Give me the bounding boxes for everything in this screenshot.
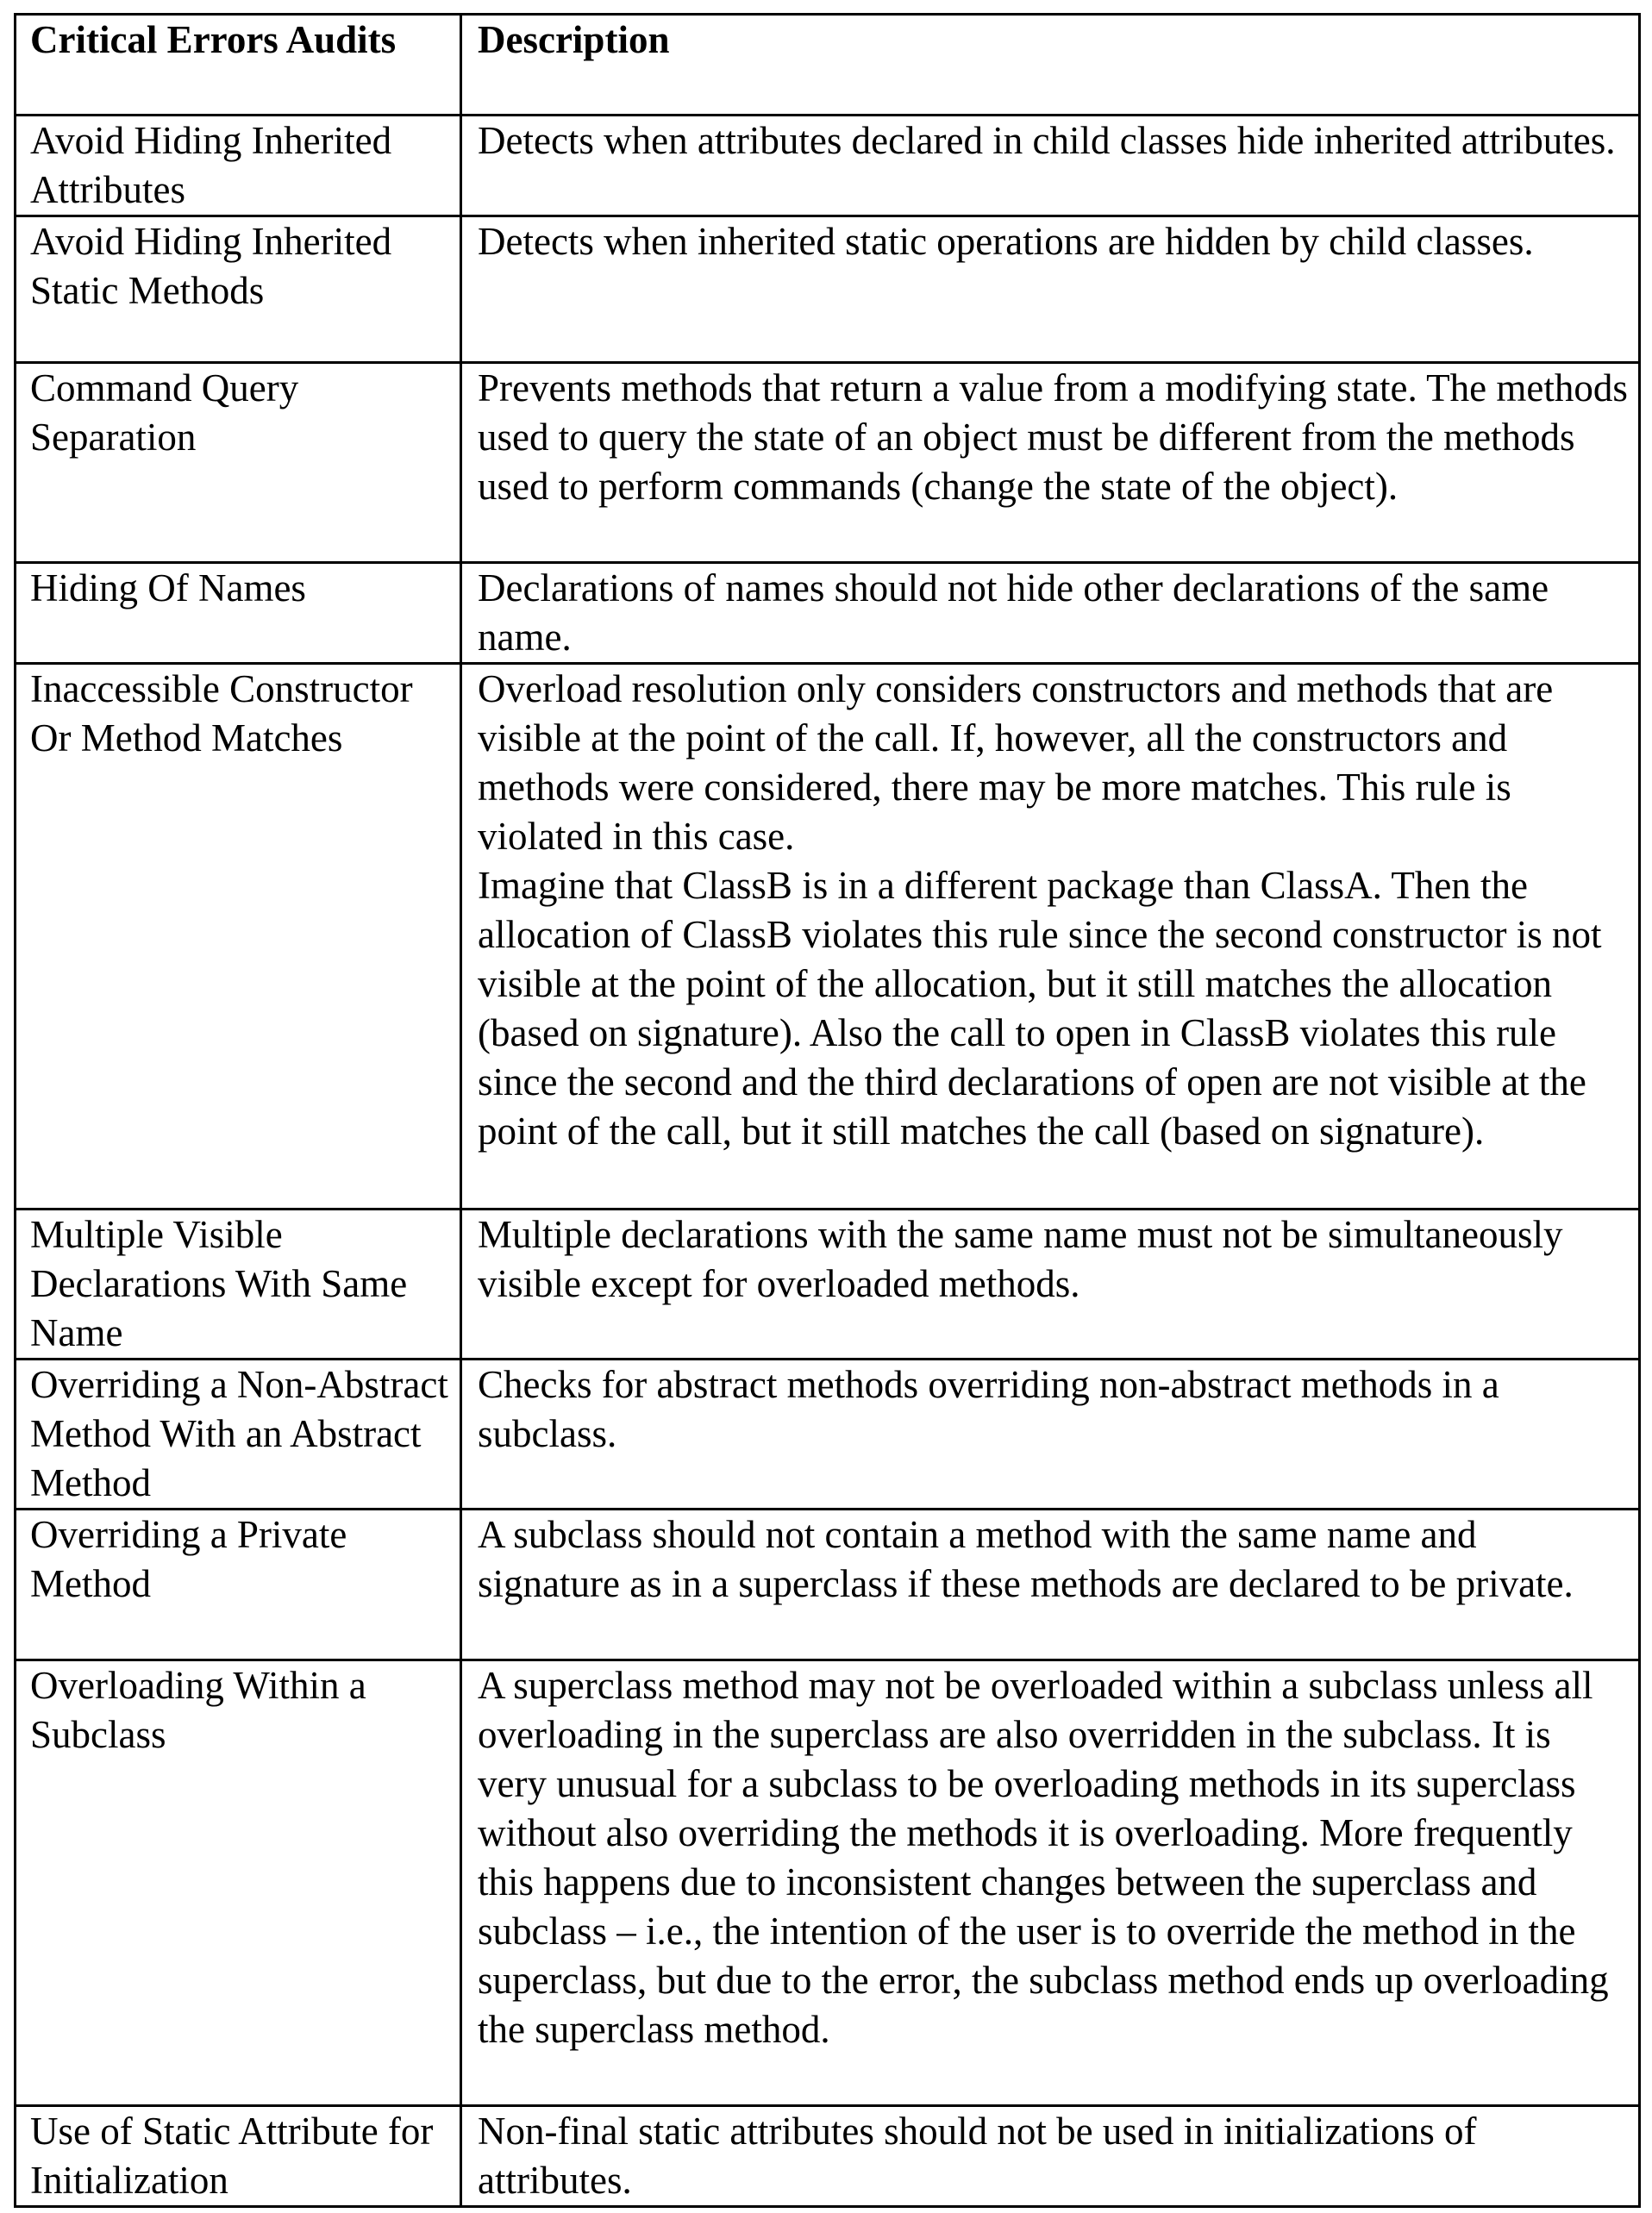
audit-name-cell: Use of Static Attribute for Initialization (16, 2106, 461, 2207)
description-cell (461, 1510, 1640, 1660)
table-row (16, 363, 1640, 563)
description-cell (461, 116, 1640, 216)
table-row (16, 1660, 1640, 2106)
table-row (16, 664, 1640, 1210)
table-row (16, 1360, 1640, 1510)
description-paragraph: Overload resolution only considers constructors and methods that are visible at the point of the call. If, however, all the constructors and methods were considered, there may be more matches. This rule is violated in this case. (478, 667, 1554, 858)
description-paragraph: Multiple declarations with the same name must not be simultaneously visible except for overloaded methods. (478, 1213, 1563, 1305)
table-row (16, 2106, 1640, 2207)
audit-name-cell: Overriding a Private Method (16, 1510, 461, 1660)
audit-name-cell: Avoid Hiding Inherited Static Methods (16, 216, 461, 363)
description-paragraph: A superclass method may not be overloaded within a subclass unless all overloading in the superclass are also overridden in the subclass. It is very unusual for a subclass to be overloading methods in its superclass without also overriding the methods it is overloading. More frequently this happens due to inconsistent changes between the superclass and subclass – i.e., the intention of the user is to override the method in the superclass, but due to the error, the subclass method ends up overloading the superclass method. (478, 1664, 1609, 2051)
description-paragraph: Imagine that ClassB is in a different package than ClassA. Then the allocation of ClassB violates this rule since the second constructor is not visible at the point of the allocation, but it still matches the allocation (based on signature). Also the call to open in ClassB violates this rule since the second and the third declarations of open are not visible at the point of the call, but it still matches the call (based on signature). (478, 864, 1602, 1153)
description-cell (461, 363, 1640, 563)
description-cell (461, 563, 1640, 664)
table-row (16, 1510, 1640, 1660)
audit-name-cell: Command Query Separation (16, 363, 461, 563)
table-row (16, 563, 1640, 664)
description-cell (461, 1660, 1640, 2106)
table-row (16, 216, 1640, 363)
table-row (16, 1210, 1640, 1360)
audit-name-cell: Hiding Of Names (16, 563, 461, 664)
description-paragraph: Non-final static attributes should not be used in initializations of attributes. (478, 2110, 1477, 2202)
critical-errors-audits-table (14, 13, 1641, 2208)
audit-name-cell: Overloading Within a Subclass (16, 1660, 461, 2106)
description-cell (461, 1210, 1640, 1360)
table-row (16, 116, 1640, 216)
description-paragraph: Checks for abstract methods overriding non-abstract methods in a subclass. (478, 1363, 1499, 1455)
audit-name-cell: Inaccessible Constructor Or Method Matches (16, 664, 461, 1210)
table-header-row (16, 15, 1640, 116)
description-paragraph: A subclass should not contain a method with the same name and signature as in a superclass if these methods are declared to be private. (478, 1513, 1574, 1605)
description-paragraph: Detects when attributes declared in child classes hide inherited attributes. (478, 119, 1616, 162)
description-cell (461, 664, 1640, 1210)
description-paragraph: Detects when inherited static operations are hidden by child classes. (478, 220, 1534, 263)
audit-name-cell: Overriding a Non-Abstract Method With an Abstract Method (16, 1360, 461, 1510)
column-header-description: Description (461, 15, 1640, 116)
audit-name-cell: Avoid Hiding Inherited Attributes (16, 116, 461, 216)
description-paragraph: Prevents methods that return a value from a modifying state. The methods used to query the state of an object must be different from the methods used to perform commands (change the state of the object). (478, 366, 1628, 508)
audit-name-cell: Multiple Visible Declarations With Same Name (16, 1210, 461, 1360)
description-cell (461, 2106, 1640, 2207)
column-header-audit: Critical Errors Audits (16, 15, 461, 116)
description-cell (461, 216, 1640, 363)
description-paragraph: Declarations of names should not hide other declarations of the same name. (478, 566, 1549, 659)
description-cell (461, 1360, 1640, 1510)
